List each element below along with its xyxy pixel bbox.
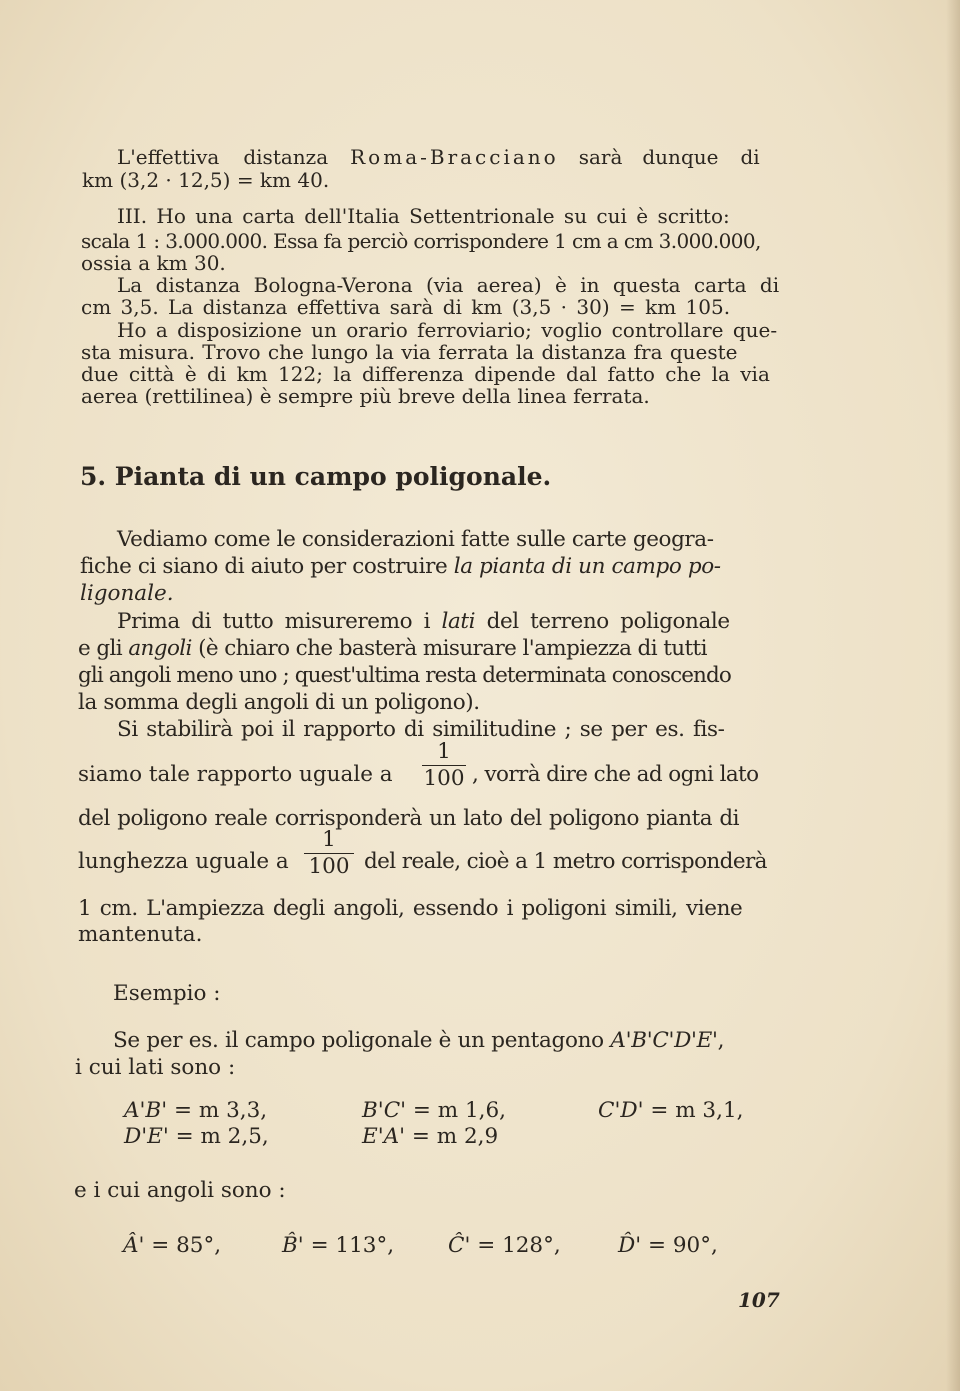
p1-word1: L'effettiva [117,145,220,169]
example-line2: i cui lati sono : [75,1055,236,1080]
angle-c [448,1233,561,1258]
p2-line4: La distanza Bologna-Verona (via aerea) è in questa carta di [117,273,780,297]
side-cd [598,1098,743,1123]
p2-line2: scala 1 : 3.000.000. Essa fa perciò corrispondere 1 cm a cm 3.000.000, [81,229,761,253]
angle-d [618,1233,718,1258]
p5-line2-b: , vorrà dire che ad ogni lato [472,762,759,787]
p4-line1 [117,609,730,634]
side-cd-name: C'D' [598,1098,644,1123]
fraction-1-100-second [304,829,354,878]
side-ab-name: A'B' [124,1098,168,1123]
p2-line6: Ho a disposizione un orario ferroviario; voglio controllare que- [117,318,778,342]
side-bc-value: = m 1,6, [412,1098,507,1123]
angle-b [282,1233,394,1258]
example-line1-c: , [717,1028,725,1053]
side-ea-value: = m 2,9 [411,1124,499,1149]
angle-a [123,1233,221,1258]
p5-line1: Si stabilirà poi il rapporto di similitudine ; se per es. fis- [117,717,725,742]
p1-line1 [117,145,760,169]
side-ea-name: E'A' [362,1124,406,1149]
p1-line2: km (3,2 · 12,5) = km 40. [82,168,330,192]
side-cd-value: = m 3,1, [650,1098,744,1123]
angles-intro: e i cui angoli sono : [74,1178,286,1203]
p4-line1-c: del terreno poligonale [475,609,730,634]
p1-word3: sarà [578,145,623,169]
p5-line4-a: lunghezza uguale a [78,849,289,874]
p4-angoli: angoli [128,636,192,661]
fraction-1-100 [422,741,466,790]
example-line1-a: Se per es. il campo poligonale è un pentagono [113,1028,611,1053]
fraction2-numerator: 1 [322,827,336,852]
fraction-denominator: 100 [423,766,465,791]
fraction-numerator: 1 [437,739,451,764]
p5-line6: mantenuta. [78,922,203,947]
pentagon-name: A'B'C'D'E' [610,1028,718,1053]
p2-line7: sta misura. Trovo che lungo la via ferrata la distanza fra queste [81,340,738,364]
example-label: Esempio : [113,981,221,1006]
angle-c-name: Ĉ' [448,1233,471,1258]
angle-a-value: = 85°, [151,1233,222,1258]
side-ab-value: = m 3,3, [174,1098,268,1123]
p2-line8: due città è di km 122; la differenza dipende dal fatto che la via [81,362,770,386]
side-bc-name: B'C' [362,1098,407,1123]
p4-line2 [78,636,707,661]
angle-d-value: = 90°, [648,1233,718,1258]
page-number: 107 [738,1288,780,1312]
p2-line1: III. Ho una carta dell'Italia Settentrionale su cui è scritto: [117,204,730,228]
angle-b-name: B̂' [282,1233,304,1258]
p5-line2-a: siamo tale rapporto uguale a [78,762,393,787]
p5-line5: 1 cm. L'ampiezza degli angoli, essendo i poligoni simili, viene [78,896,743,921]
p2-line3: ossia a km 30. [81,251,226,275]
angle-b-value: = 113°, [310,1233,395,1258]
p4-line2-c: (è chiaro che basterà misurare l'ampiezza di tutti [191,636,707,661]
p1-word4: dunque [642,145,719,169]
p4-line2-a: e gli [78,636,129,661]
side-de-name: D'E' [124,1124,169,1149]
p3-line2-italic: la pianta di un campo po- [453,554,721,579]
page-edge-shadow [946,0,960,1391]
side-ab [124,1098,267,1123]
p5-line3: del poligono reale corrisponderà un lato del poligono pianta di [78,806,740,831]
side-de-value: = m 2,5, [175,1124,269,1149]
p2-line9: aerea (rettilinea) è sempre più breve della linea ferrata. [81,384,650,408]
p5-line4-b: del reale, cioè a 1 metro corrisponderà [364,849,767,874]
p1-word2: distanza [243,145,329,169]
p1-place: Roma-Bracciano [350,145,559,169]
p3-line1: Vediamo come le considerazioni fatte sulle carte geogra- [117,527,714,552]
p4-lati: lati [441,609,476,634]
side-de [124,1124,269,1149]
side-bc [362,1098,506,1123]
p2-line5: cm 3,5. La distanza effettiva sarà di km (3,5 · 30) = km 105. [81,295,731,319]
p1-word5: di [740,145,760,169]
example-line1 [113,1028,724,1053]
p4-line1-a: Prima di tutto misureremo i [117,609,442,634]
p3-line2-text: fiche ci siano di aiuto per costruire [80,554,454,579]
p3-line3: ligonale. [80,581,174,606]
angle-c-value: = 128°, [477,1233,561,1258]
p4-line4: la somma degli angoli di un poligono). [78,690,480,715]
side-ea [362,1124,498,1149]
fraction2-denominator: 100 [308,854,350,879]
section-heading: 5. Pianta di un campo poligonale. [80,462,552,491]
p4-line3: gli angoli meno uno ; quest'ultima resta determinata conoscendo [78,663,731,688]
angle-a-name: Â' [123,1233,145,1258]
p3-line2 [80,554,721,579]
angle-d-name: D̂' [618,1233,642,1258]
